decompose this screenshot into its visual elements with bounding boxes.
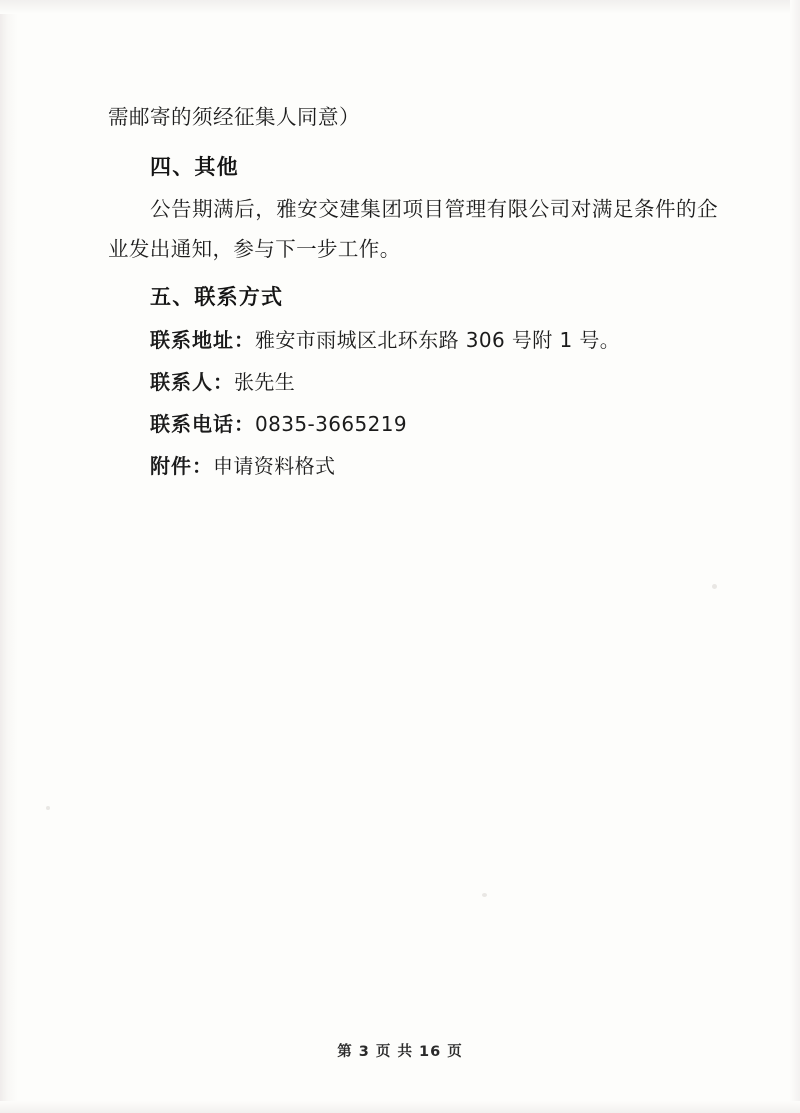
- attachment-line: [108, 445, 718, 487]
- paper-speck: [46, 806, 50, 810]
- section-heading-contact: 五、联系方式: [150, 285, 284, 309]
- scan-edge-top: [0, 0, 800, 14]
- scan-edge-left: [0, 0, 18, 1113]
- attachment-label: 附件：: [150, 454, 213, 478]
- scan-edge-right: [790, 0, 800, 1113]
- contact-address-line: [108, 319, 718, 361]
- section-heading-other: 四、其他: [150, 155, 239, 179]
- contact-phone-line: [108, 403, 718, 445]
- document-body: [108, 95, 718, 487]
- section-paragraph-other: 公告期满后，雅安交建集团项目管理有限公司对满足条件的企业发出通知，参与下一步工作。: [108, 197, 718, 261]
- contact-phone-label: 联系电话：: [150, 412, 255, 436]
- paper-speck: [482, 893, 487, 897]
- contact-address-label: 联系地址：: [150, 328, 255, 352]
- contact-person-value: 张先生: [234, 370, 296, 394]
- scan-edge-bottom: [0, 1101, 800, 1113]
- attachment-value: 申请资料格式: [213, 454, 336, 478]
- continued-text-line: 需邮寄的须经征集人同意）: [108, 105, 360, 129]
- contact-person-label: 联系人：: [150, 370, 234, 394]
- page-footer: 第 3 页 共 16 页: [337, 1044, 463, 1060]
- paper-speck: [712, 584, 717, 589]
- contact-phone-value: 0835-3665219: [255, 412, 407, 436]
- contact-person-line: [108, 361, 718, 403]
- contact-address-value: 雅安市雨城区北环东路 306 号附 1 号。: [255, 328, 621, 352]
